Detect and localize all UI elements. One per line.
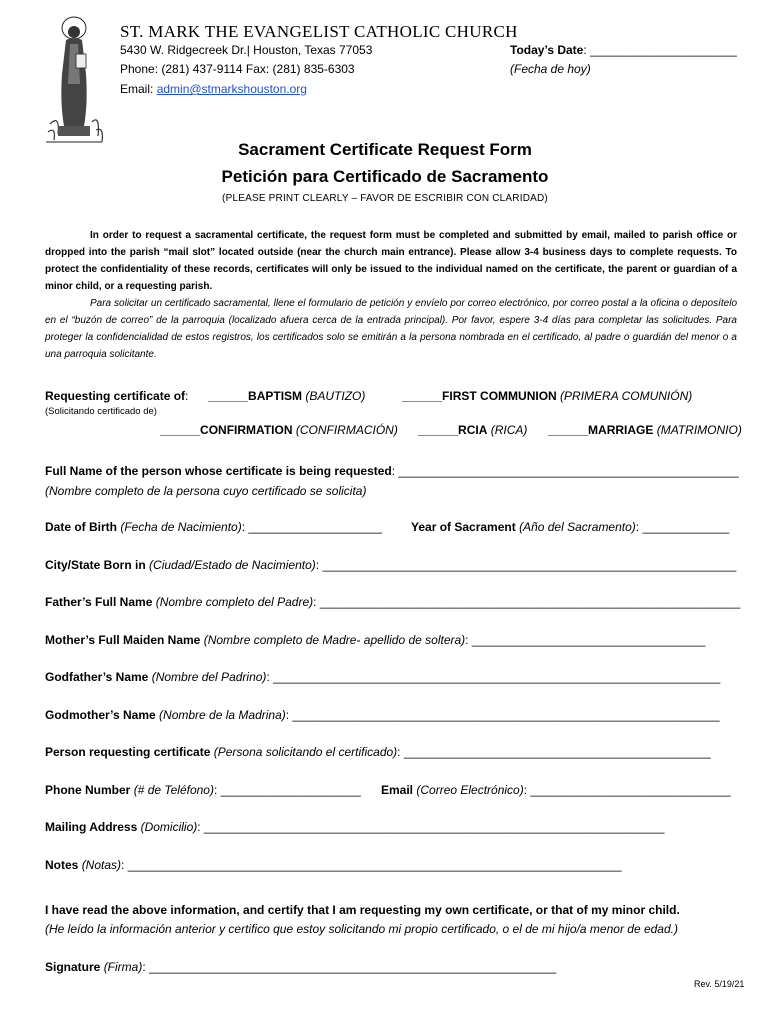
full-name-es: (Nombre completo de la persona cuyo certificado se solicita): [45, 484, 367, 498]
form-title-es: Petición para Certificado de Sacramento: [221, 167, 549, 186]
full-name-field[interactable]: Full Name of the person whose certificate is being requested: ___________________________________________________: [45, 464, 739, 478]
mailing-address-field[interactable]: Mailing Address (Domicilio): _____________________________________________________________________: [45, 820, 665, 834]
option-first-communion[interactable]: ______FIRST COMMUNION (PRIMERA COMUNIÓN): [402, 389, 693, 403]
email-field[interactable]: Email (Correo Electrónico): ______________________________: [381, 783, 731, 797]
notes-field[interactable]: Notes (Notas): __________________________________________________________________________: [45, 858, 622, 872]
instructions-es: Para solicitar un certificado sacramental, llene el formulario de petición y envíelo por correo electrónico, por correo postal a la oficina o deposítelo en el “buzón de correo” de la parroquia (localizado afuera cerca de la entrada principal). Por favor, espere 3-4 días para completar las solicitudes. Para proteger la confidencialidad de estos registros, los certificados solo se emitirán a la persona nombrada en el certificado, al padre o guardián del menor o a una parroquia solicitante.: [45, 298, 737, 360]
instructions-en: In order to request a sacramental certificate, the request form must be completed and submitted by email, mailed to parish office or dropped into the parish “mail slot” located outside (near the church main entrance). Please allow 3-4 business days to complete requests. To protect the confidentiality of these records, certificates will only be issued to the individual named on the certificate, the parent or guardian of a minor child, or a requesting parish.: [45, 230, 737, 292]
godmother-name-field[interactable]: Godmother’s Name (Nombre de la Madrina): ________________________________________________________________: [45, 708, 720, 722]
option-rcia[interactable]: ______RCIA (RICA): [418, 423, 528, 437]
email-label: Email:: [120, 82, 157, 96]
church-name: ST. MARK THE EVANGELIST CATHOLIC CHURCH: [120, 22, 518, 41]
todays-date-blank[interactable]: : ______________________: [583, 43, 737, 57]
print-clearly-note: (PLEASE PRINT CLEARLY – FAVOR DE ESCRIBIR CON CLARIDAD): [222, 193, 548, 204]
todays-date-field[interactable]: [510, 43, 737, 57]
option-confirmation[interactable]: ______CONFIRMATION (CONFIRMACIÓN): [160, 423, 398, 437]
certify-statement-es: (He leído la información anterior y certifico que estoy solicitando mi propio certificado, o el de mi hijo/a menor de edad.): [45, 922, 678, 936]
godfather-name-field[interactable]: Godfather’s Name (Nombre del Padrino): ___________________________________________________________________: [45, 670, 721, 684]
todays-date-label: Today’s Date: [510, 43, 584, 57]
st-mark-statue-logo: [40, 14, 108, 146]
signature-field[interactable]: Signature (Firma): _____________________________________________________________: [45, 960, 557, 974]
church-address: 5430 W. Ridgecreek Dr.| Houston, Texas 77053: [120, 43, 373, 57]
requesting-certificate-label-es: (Solicitando certificado de): [45, 406, 157, 417]
church-email-link[interactable]: admin@stmarkshouston.org: [156, 82, 307, 96]
revision-date: Rev. 5/19/21: [694, 979, 745, 989]
form-title-en: Sacrament Certificate Request Form: [238, 140, 532, 159]
phone-number-field[interactable]: Phone Number (# de Teléfono): _____________________: [45, 783, 361, 797]
date-of-birth-field[interactable]: Date of Birth (Fecha de Nacimiento): ____________________: [45, 520, 382, 534]
person-requesting-field[interactable]: Person requesting certificate (Persona solicitando el certificado): ______________________________________________: [45, 745, 711, 759]
requesting-certificate-label: Requesting certificate of:: [45, 389, 189, 403]
church-email-line: [120, 82, 307, 96]
church-phone-fax: Phone: (281) 437-9114 Fax: (281) 835-6303: [120, 62, 355, 76]
father-name-field[interactable]: Father’s Full Name (Nombre completo del Padre): _______________________________________________________________: [45, 595, 741, 609]
certify-statement-en: I have read the above information, and certify that I am requesting my own certificate, or that of my minor child.: [45, 903, 680, 917]
option-baptism[interactable]: ______BAPTISM (BAUTIZO): [208, 389, 366, 403]
todays-date-es: (Fecha de hoy): [510, 62, 591, 76]
mother-name-field[interactable]: Mother’s Full Maiden Name (Nombre completo de Madre- apellido de soltera): ___________________________________: [45, 633, 706, 647]
option-marriage[interactable]: ______MARRIAGE (MATRIMONIO): [548, 423, 742, 437]
year-of-sacrament-field[interactable]: Year of Sacrament (Año del Sacramento): _____________: [411, 520, 730, 534]
city-state-born-field[interactable]: City/State Born in (Ciudad/Estado de Nacimiento): ______________________________________________________________: [45, 558, 737, 572]
